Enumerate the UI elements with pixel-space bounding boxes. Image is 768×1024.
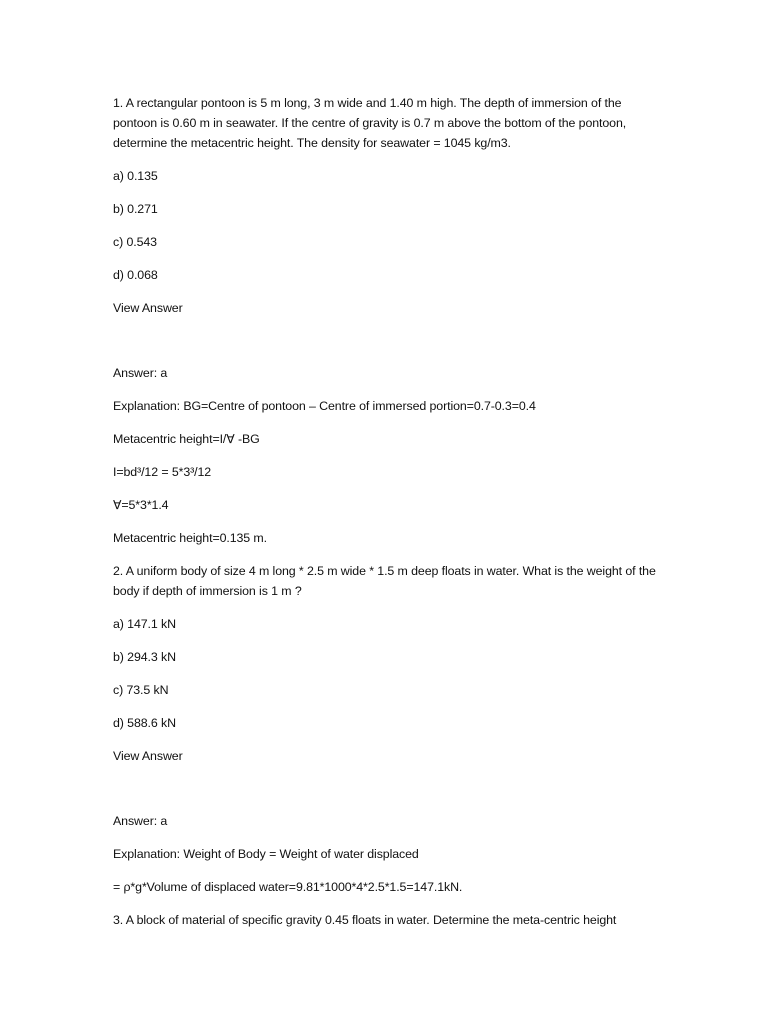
question-1-explanation-line-4: ∀=5*3*1.4 [113,498,169,512]
question-2-explanation-line-2: = ρ*g*Volume of displaced water=9.81*1000*4*2.5*1.5=147.1kN. [113,880,463,894]
document-page [113,93,658,943]
question-1-explanation-line-2: Metacentric height=I/∀ -BG [113,432,260,446]
question-1-view-answer-link[interactable]: View Answer [113,301,183,315]
question-2-explanation-line-1: Explanation: Weight of Body = Weight of water displaced [113,847,419,861]
question-1-option-d: d) 0.068 [113,268,158,282]
question-2-option-d: d) 588.6 kN [113,716,176,730]
question-2-answer: Answer: a [113,814,168,828]
question-3-text: 3. A block of material of specific gravity 0.45 floats in water. Determine the meta-centric height [113,913,617,927]
question-1-explanation-line-1: Explanation: BG=Centre of pontoon – Centre of immersed portion=0.7-0.3=0.4 [113,399,536,413]
question-2-option-c: c) 73.5 kN [113,683,169,697]
spacer [113,779,658,811]
question-1-option-c: c) 0.543 [113,235,157,249]
spacer [113,331,658,363]
question-1-option-b: b) 0.271 [113,202,158,216]
question-1-answer: Answer: a [113,366,168,380]
question-1-text: 1. A rectangular pontoon is 5 m long, 3 m wide and 1.40 m high. The depth of immersion of the pontoon is 0.60 m in seawater. If the centre of gravity is 0.7 m above the bottom of the pontoon, determine the metacentric height. The density for seawater = 1045 kg/m3. [113,96,627,150]
question-1-option-a: a) 0.135 [113,169,158,183]
question-2-text: 2. A uniform body of size 4 m long * 2.5 m wide * 1.5 m deep floats in water. What is the weight of the body if depth of immersion is 1 m ? [113,564,656,598]
question-2-option-a: a) 147.1 kN [113,617,176,631]
question-2-view-answer-link[interactable]: View Answer [113,749,183,763]
question-1-explanation-line-5: Metacentric height=0.135 m. [113,531,267,545]
question-1-explanation-line-3: I=bd³/12 = 5*3³/12 [113,465,212,479]
question-2-option-b: b) 294.3 kN [113,650,176,664]
